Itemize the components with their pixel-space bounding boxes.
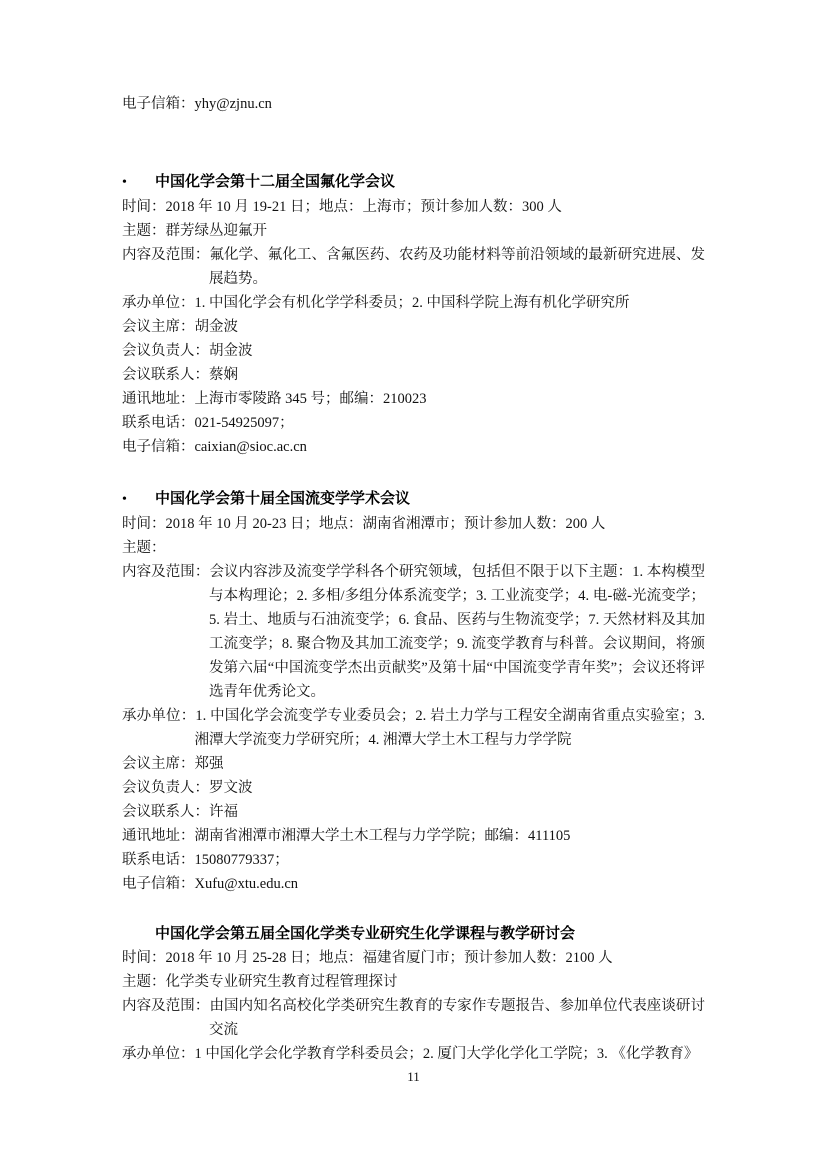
field-value: 021-54925097； [194, 415, 294, 431]
page-number: 11 [407, 1069, 420, 1084]
field-value: 2018 年 10 月 25-28 日；地点：福建省厦门市；预计参加人数：2100 人 [165, 950, 613, 966]
field-value: 湖南省湘潭市湘潭大学土木工程与力学学院；邮编：411105 [194, 828, 571, 844]
field-value: 罗文波 [209, 780, 253, 796]
field-line [122, 387, 705, 411]
field-line [122, 411, 705, 435]
field-label: 内容及范围： [122, 564, 210, 580]
field-label: 电子信箱： [122, 439, 195, 455]
field-label: 承办单位： [122, 295, 195, 311]
field-label: 电子信箱： [122, 96, 195, 112]
conference-list [122, 92, 705, 1066]
field-value: 2018 年 10 月 19-21 日；地点：上海市；预计参加人数：300 人 [165, 199, 562, 215]
conference-section [122, 92, 705, 116]
conference-title-text: 中国化学会第五届全国化学类专业研究生化学课程与教学研讨会 [155, 925, 576, 942]
field-label: 内容及范围： [122, 998, 210, 1014]
conference-section [122, 922, 705, 1066]
field-line [122, 291, 705, 315]
bullet-icon: • [122, 492, 127, 507]
field-label: 会议联系人： [122, 367, 209, 383]
field-label: 时间： [122, 199, 166, 215]
field-line [122, 824, 705, 848]
field-label: 会议主席： [122, 756, 195, 772]
conference-title [122, 170, 705, 195]
field-value: 1 中国化学会化学教育学科委员会；2. 厦门大学化学化工学院；3. 《化学教育》 [194, 1046, 699, 1062]
field-label: 电子信箱： [122, 876, 195, 892]
field-value: 会议内容涉及流变学学科各个研究领域，包括但不限于以下主题：1. 本构模型与本构理论；2. 多相/多组分体系流变学；3. 工业流变学；4. 电-磁-光流变学；5. 岩土、地质与石油流变学；6. 食品、医药与生物流变学；7. 天然材料及其加工流变学；8. 聚合物及其加工流变学；9. 流变学教育与科普。会议期间，将颁发第六届“中国流变学杰出贡献奖”及第十届“中国流变学青年奖”；会议还将评选青年优秀论文。 [209, 564, 706, 700]
field-line [122, 512, 705, 536]
field-value: 群芳绿丛迎氟开 [165, 223, 267, 239]
field-label: 会议联系人： [122, 804, 209, 820]
field-line [122, 219, 705, 243]
field-value: 氟化学、氟化工、含氟医药、农药及功能材料等前沿领域的最新研究进展、发展趋势。 [209, 247, 706, 287]
conference-section [122, 170, 705, 459]
field-value: 1. 中国化学会有机化学学科委员；2. 中国科学院上海有机化学研究所 [194, 295, 630, 311]
field-label: 主题： [122, 974, 166, 990]
field-label: 会议主席： [122, 319, 195, 335]
field-label: 承办单位： [122, 708, 196, 724]
field-line [122, 994, 705, 1042]
field-value: 2018 年 10 月 20-23 日；地点：湖南省湘潭市；预计参加人数：200 人 [165, 516, 606, 532]
field-value: 郑强 [194, 756, 224, 772]
field-value: 上海市零陵路 345 号；邮编：210023 [194, 391, 427, 407]
field-value: 许福 [209, 804, 238, 820]
field-line [122, 1042, 705, 1066]
field-line [122, 92, 705, 116]
conference-title [122, 487, 705, 512]
field-line [122, 560, 705, 704]
field-label: 主题： [122, 223, 166, 239]
field-line [122, 363, 705, 387]
field-label: 通讯地址： [122, 391, 195, 407]
field-line [122, 872, 705, 896]
field-label: 内容及范围： [122, 247, 210, 263]
field-label: 通讯地址： [122, 828, 195, 844]
conference-title-text: 中国化学会第十二届全国氟化学会议 [155, 173, 396, 190]
conference-section [122, 487, 705, 896]
field-line [122, 243, 705, 291]
field-value: 化学类专业研究生教育过程管理探讨 [165, 974, 398, 990]
field-label: 会议负责人： [122, 780, 209, 796]
field-value: 胡金波 [194, 319, 238, 335]
field-line [122, 848, 705, 872]
field-label: 会议负责人： [122, 343, 209, 359]
field-label: 主题： [122, 540, 166, 556]
field-value: 1. 中国化学会流变学专业委员会；2. 岩土力学与工程安全湖南省重点实验室；3. 湘潭大学流变力学研究所；4. 湘潭大学土木工程与力学学院 [194, 708, 706, 748]
field-line [122, 536, 705, 560]
field-line [122, 800, 705, 824]
field-line [122, 315, 705, 339]
field-line [122, 946, 705, 970]
field-line [122, 435, 705, 459]
field-value: caixian@sioc.ac.cn [194, 439, 307, 455]
field-line [122, 195, 705, 219]
field-value: 胡金波 [209, 343, 253, 359]
field-value: 蔡娴 [209, 367, 238, 383]
field-value: Xufu@xtu.edu.cn [194, 876, 299, 892]
field-line [122, 776, 705, 800]
bullet-icon: • [122, 175, 127, 190]
field-value: 15080779337； [194, 852, 289, 868]
field-value: 由国内知名高校化学类研究生教育的专家作专题报告、参加单位代表座谈研讨交流 [209, 998, 706, 1038]
field-label: 时间： [122, 516, 166, 532]
field-line [122, 970, 705, 994]
field-label: 承办单位： [122, 1046, 195, 1062]
field-label: 时间： [122, 950, 166, 966]
field-value: yhy@zjnu.cn [194, 96, 272, 112]
field-line [122, 339, 705, 363]
field-label: 联系电话： [122, 852, 195, 868]
field-line [122, 704, 705, 752]
field-line [122, 752, 705, 776]
page-footer [0, 1069, 827, 1085]
conference-title [122, 922, 705, 946]
conference-title-text: 中国化学会第十届全国流变学学术会议 [155, 490, 411, 507]
field-label: 联系电话： [122, 415, 195, 431]
